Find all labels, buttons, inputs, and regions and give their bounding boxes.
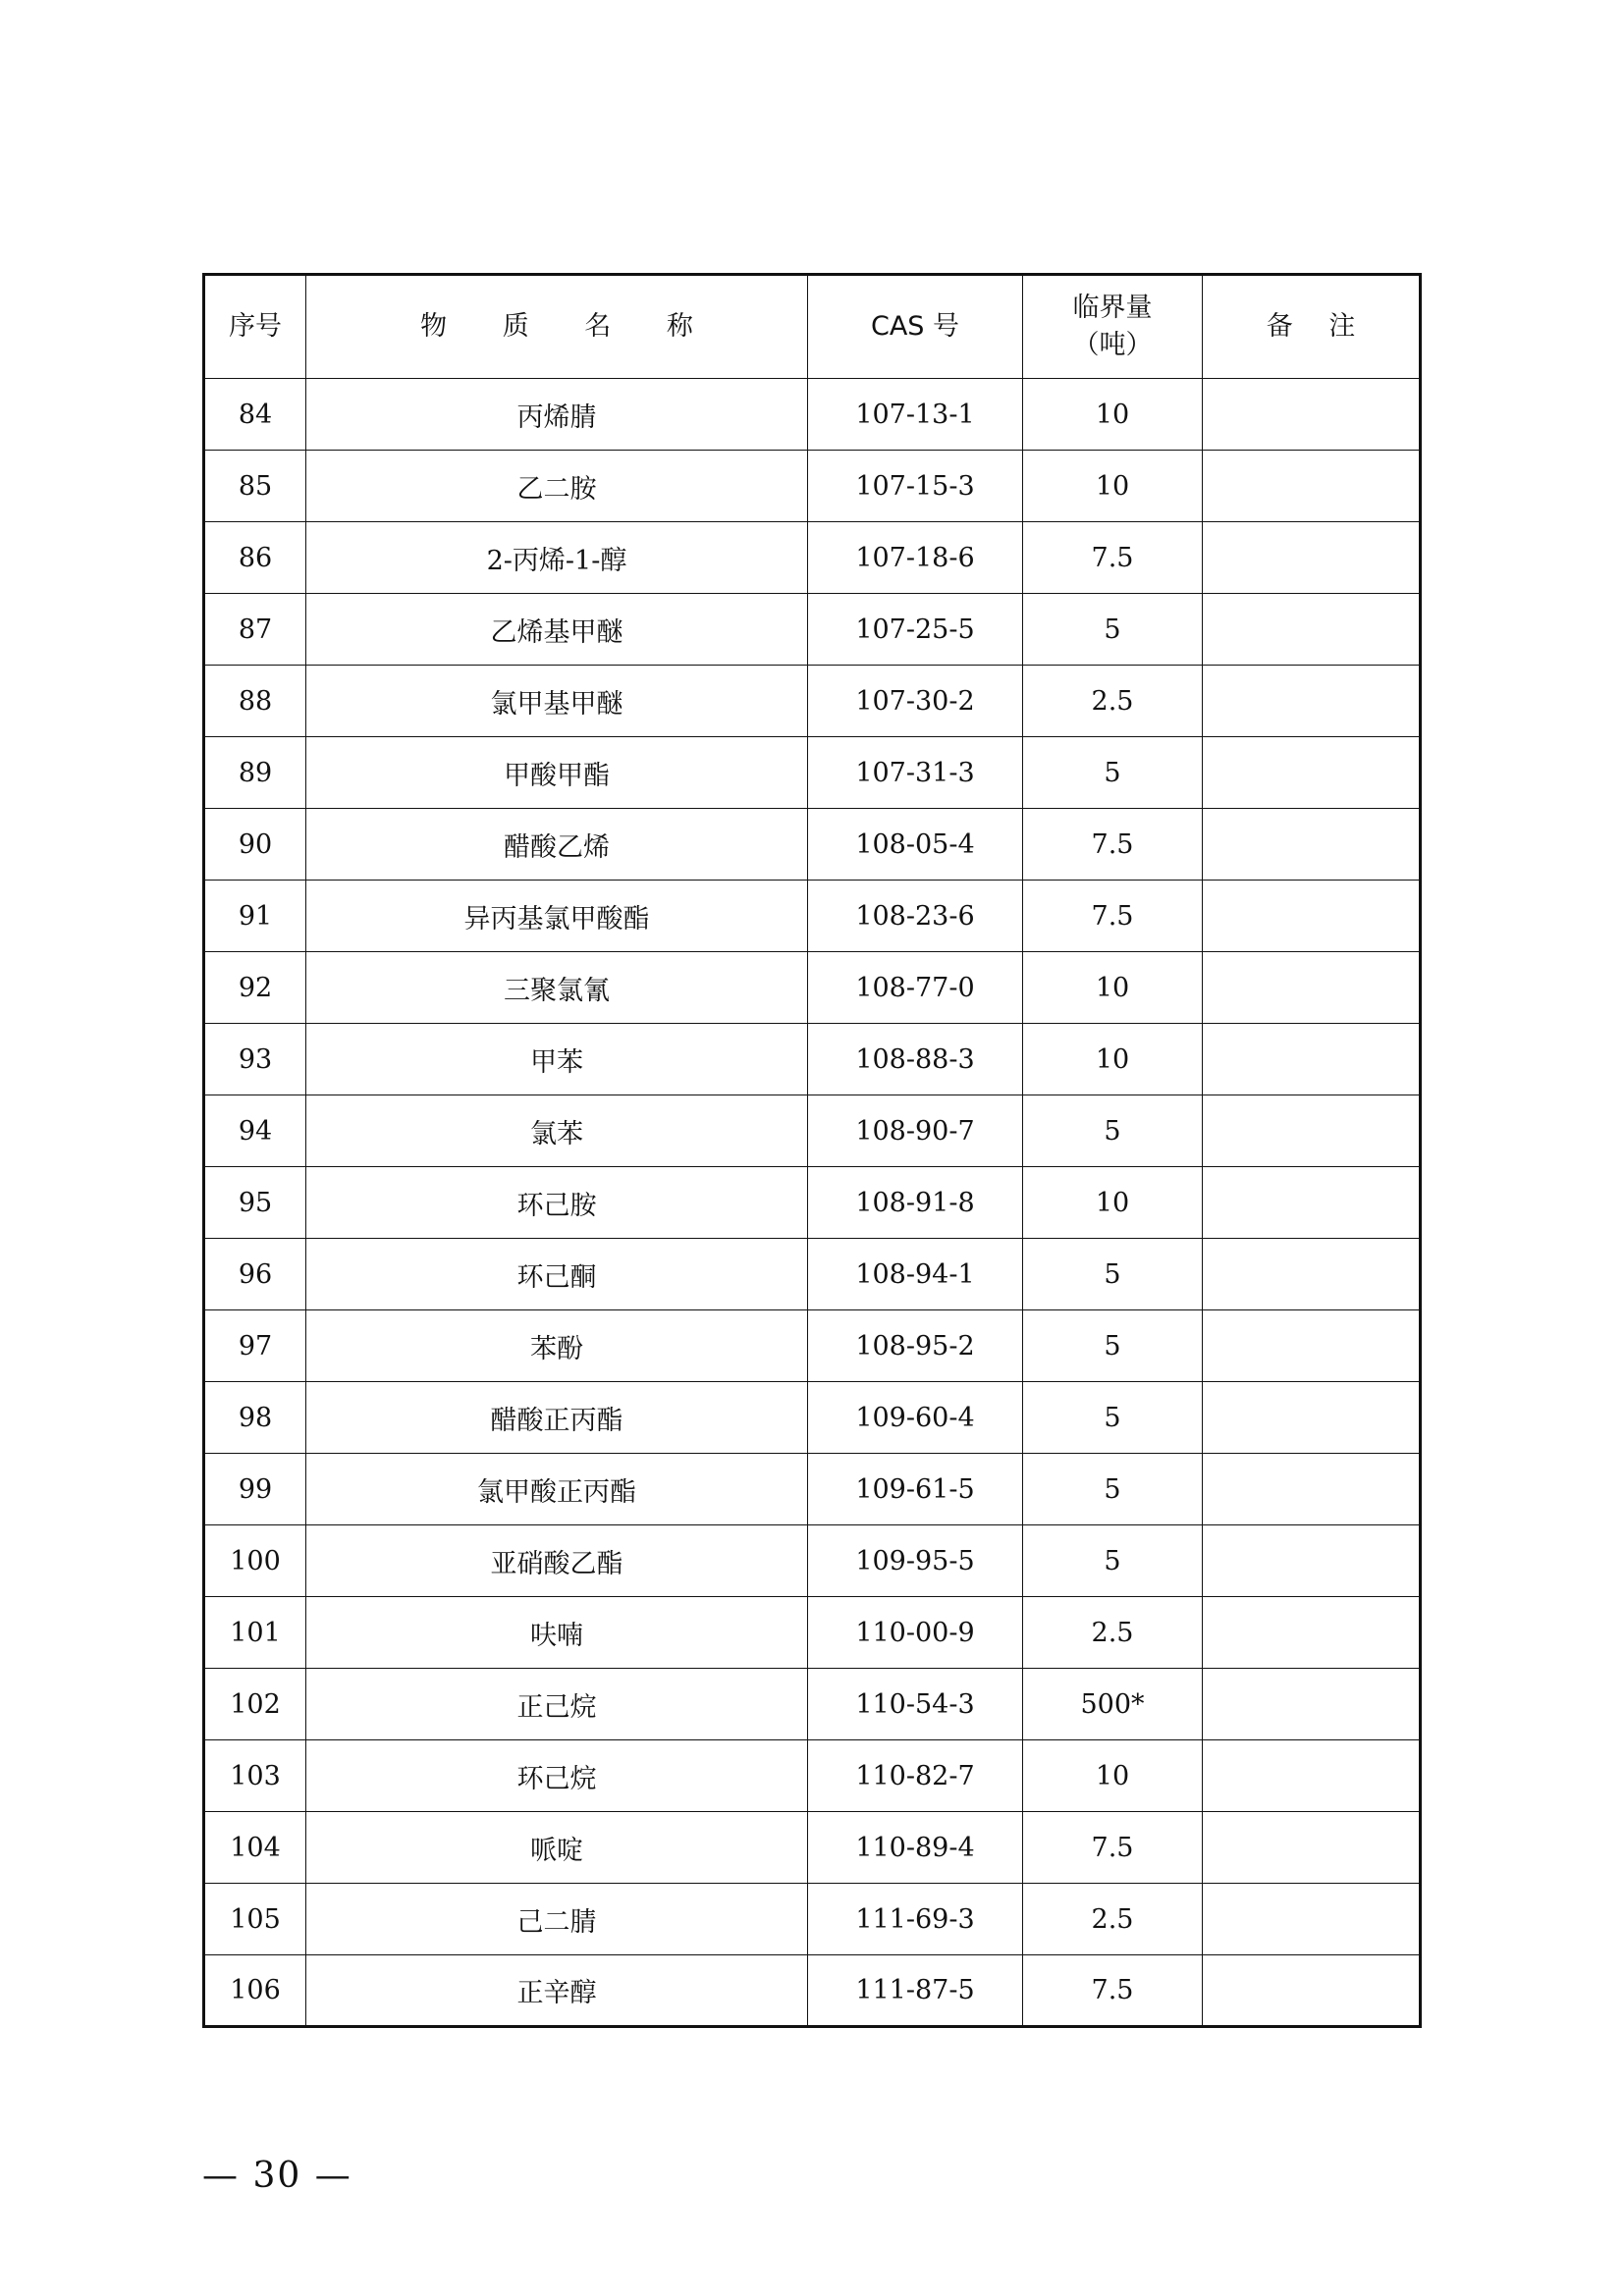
cell-cas-number: 107-18-6 bbox=[808, 522, 1023, 594]
cell-cas-number: 109-95-5 bbox=[808, 1525, 1023, 1597]
cell-substance-name: 甲酸甲酯 bbox=[306, 737, 808, 809]
table-row bbox=[204, 451, 1421, 522]
cell-no: 86 bbox=[204, 522, 306, 594]
cell-cas-number: 110-00-9 bbox=[808, 1597, 1023, 1669]
header-qty-unit: （吨） bbox=[1072, 330, 1153, 360]
cell-note bbox=[1203, 1167, 1421, 1239]
table-row bbox=[204, 1167, 1421, 1239]
cell-note bbox=[1203, 809, 1421, 881]
cell-threshold-quantity: 500* bbox=[1023, 1669, 1203, 1740]
cell-substance-name: 环己酮 bbox=[306, 1239, 808, 1310]
cell-no: 92 bbox=[204, 952, 306, 1024]
cell-cas-number: 107-31-3 bbox=[808, 737, 1023, 809]
substance-table bbox=[202, 273, 1422, 2028]
cell-substance-name: 氯甲酸正丙酯 bbox=[306, 1454, 808, 1525]
cell-note bbox=[1203, 594, 1421, 666]
cell-cas-number: 107-15-3 bbox=[808, 451, 1023, 522]
cell-no: 88 bbox=[204, 666, 306, 737]
header-threshold-quantity bbox=[1023, 275, 1203, 379]
cell-no: 98 bbox=[204, 1382, 306, 1454]
cell-cas-number: 111-69-3 bbox=[808, 1884, 1023, 1955]
cell-threshold-quantity: 2.5 bbox=[1023, 1597, 1203, 1669]
table-row bbox=[204, 881, 1421, 952]
cell-no: 84 bbox=[204, 379, 306, 451]
table-row bbox=[204, 1525, 1421, 1597]
cell-cas-number: 108-77-0 bbox=[808, 952, 1023, 1024]
table-row bbox=[204, 1454, 1421, 1525]
cell-no: 97 bbox=[204, 1310, 306, 1382]
cell-substance-name: 正己烷 bbox=[306, 1669, 808, 1740]
table-row bbox=[204, 809, 1421, 881]
cell-cas-number: 107-25-5 bbox=[808, 594, 1023, 666]
cell-note bbox=[1203, 1884, 1421, 1955]
table-row bbox=[204, 379, 1421, 451]
cell-note bbox=[1203, 666, 1421, 737]
header-note: 备 注 bbox=[1203, 275, 1421, 379]
cell-cas-number: 110-54-3 bbox=[808, 1669, 1023, 1740]
cell-substance-name: 氯甲基甲醚 bbox=[306, 666, 808, 737]
cell-note bbox=[1203, 1597, 1421, 1669]
cell-note bbox=[1203, 737, 1421, 809]
cell-substance-name: 环己胺 bbox=[306, 1167, 808, 1239]
cell-threshold-quantity: 5 bbox=[1023, 1382, 1203, 1454]
cell-threshold-quantity: 10 bbox=[1023, 1024, 1203, 1095]
cell-note bbox=[1203, 1454, 1421, 1525]
cell-threshold-quantity: 5 bbox=[1023, 1525, 1203, 1597]
cell-threshold-quantity: 5 bbox=[1023, 594, 1203, 666]
table-row bbox=[204, 737, 1421, 809]
table-row bbox=[204, 952, 1421, 1024]
cell-no: 87 bbox=[204, 594, 306, 666]
cell-substance-name: 醋酸正丙酯 bbox=[306, 1382, 808, 1454]
cell-substance-name: 氯苯 bbox=[306, 1095, 808, 1167]
cell-substance-name: 苯酚 bbox=[306, 1310, 808, 1382]
cell-cas-number: 111-87-5 bbox=[808, 1955, 1023, 2027]
cell-cas-number: 109-61-5 bbox=[808, 1454, 1023, 1525]
cell-substance-name: 2-丙烯-1-醇 bbox=[306, 522, 808, 594]
cell-substance-name: 环己烷 bbox=[306, 1740, 808, 1812]
cell-substance-name: 三聚氯氰 bbox=[306, 952, 808, 1024]
table-row bbox=[204, 594, 1421, 666]
cell-threshold-quantity: 5 bbox=[1023, 1095, 1203, 1167]
cell-no: 103 bbox=[204, 1740, 306, 1812]
cell-cas-number: 110-82-7 bbox=[808, 1740, 1023, 1812]
table-row bbox=[204, 1310, 1421, 1382]
cell-substance-name: 醋酸乙烯 bbox=[306, 809, 808, 881]
cell-note bbox=[1203, 1239, 1421, 1310]
cell-no: 104 bbox=[204, 1812, 306, 1884]
table-row bbox=[204, 1239, 1421, 1310]
cell-substance-name: 哌啶 bbox=[306, 1812, 808, 1884]
header-qty-label: 临界量 bbox=[1072, 293, 1153, 323]
cell-no: 85 bbox=[204, 451, 306, 522]
table-row bbox=[204, 1095, 1421, 1167]
cell-no: 106 bbox=[204, 1955, 306, 2027]
cell-no: 105 bbox=[204, 1884, 306, 1955]
cell-threshold-quantity: 7.5 bbox=[1023, 1812, 1203, 1884]
cell-threshold-quantity: 7.5 bbox=[1023, 522, 1203, 594]
cell-no: 90 bbox=[204, 809, 306, 881]
cell-no: 89 bbox=[204, 737, 306, 809]
cell-cas-number: 109-60-4 bbox=[808, 1382, 1023, 1454]
cell-substance-name: 甲苯 bbox=[306, 1024, 808, 1095]
cell-note bbox=[1203, 451, 1421, 522]
cell-cas-number: 107-13-1 bbox=[808, 379, 1023, 451]
table-row bbox=[204, 1024, 1421, 1095]
cell-note bbox=[1203, 1095, 1421, 1167]
cell-threshold-quantity: 10 bbox=[1023, 1167, 1203, 1239]
cell-cas-number: 108-23-6 bbox=[808, 881, 1023, 952]
cell-no: 101 bbox=[204, 1597, 306, 1669]
cell-note bbox=[1203, 1669, 1421, 1740]
cell-threshold-quantity: 10 bbox=[1023, 451, 1203, 522]
table-body bbox=[204, 379, 1421, 2027]
cell-threshold-quantity: 2.5 bbox=[1023, 1884, 1203, 1955]
cell-threshold-quantity: 2.5 bbox=[1023, 666, 1203, 737]
cell-no: 94 bbox=[204, 1095, 306, 1167]
cell-note bbox=[1203, 881, 1421, 952]
cell-cas-number: 108-88-3 bbox=[808, 1024, 1023, 1095]
cell-cas-number: 108-90-7 bbox=[808, 1095, 1023, 1167]
cell-substance-name: 正辛醇 bbox=[306, 1955, 808, 2027]
cell-substance-name: 乙二胺 bbox=[306, 451, 808, 522]
cell-no: 100 bbox=[204, 1525, 306, 1597]
cell-no: 99 bbox=[204, 1454, 306, 1525]
cell-cas-number: 108-91-8 bbox=[808, 1167, 1023, 1239]
cell-note bbox=[1203, 1525, 1421, 1597]
cell-cas-number: 110-89-4 bbox=[808, 1812, 1023, 1884]
cell-substance-name: 丙烯腈 bbox=[306, 379, 808, 451]
table-row bbox=[204, 1597, 1421, 1669]
cell-note bbox=[1203, 522, 1421, 594]
header-no: 序号 bbox=[204, 275, 306, 379]
cell-cas-number: 107-30-2 bbox=[808, 666, 1023, 737]
table-row bbox=[204, 1812, 1421, 1884]
page-number: — 30 — bbox=[202, 2156, 352, 2196]
cell-substance-name: 异丙基氯甲酸酯 bbox=[306, 881, 808, 952]
cell-threshold-quantity: 7.5 bbox=[1023, 881, 1203, 952]
header-name: 物 质 名 称 bbox=[306, 275, 808, 379]
cell-cas-number: 108-95-2 bbox=[808, 1310, 1023, 1382]
table-row bbox=[204, 1382, 1421, 1454]
cell-threshold-quantity: 10 bbox=[1023, 379, 1203, 451]
table-row bbox=[204, 522, 1421, 594]
cell-threshold-quantity: 5 bbox=[1023, 1239, 1203, 1310]
cell-threshold-quantity: 10 bbox=[1023, 952, 1203, 1024]
table-header bbox=[204, 275, 1421, 379]
cell-note bbox=[1203, 1812, 1421, 1884]
cell-no: 91 bbox=[204, 881, 306, 952]
cell-no: 95 bbox=[204, 1167, 306, 1239]
table-row bbox=[204, 1884, 1421, 1955]
cell-note bbox=[1203, 1382, 1421, 1454]
cell-note bbox=[1203, 1740, 1421, 1812]
cell-no: 93 bbox=[204, 1024, 306, 1095]
cell-threshold-quantity: 7.5 bbox=[1023, 809, 1203, 881]
table-row bbox=[204, 1669, 1421, 1740]
cell-cas-number: 108-94-1 bbox=[808, 1239, 1023, 1310]
cell-threshold-quantity: 5 bbox=[1023, 737, 1203, 809]
cell-substance-name: 亚硝酸乙酯 bbox=[306, 1525, 808, 1597]
cell-note bbox=[1203, 952, 1421, 1024]
header-cas: CAS 号 bbox=[808, 275, 1023, 379]
cell-note bbox=[1203, 1310, 1421, 1382]
header-row bbox=[204, 275, 1421, 379]
cell-note bbox=[1203, 1024, 1421, 1095]
cell-cas-number: 108-05-4 bbox=[808, 809, 1023, 881]
cell-threshold-quantity: 5 bbox=[1023, 1310, 1203, 1382]
cell-threshold-quantity: 5 bbox=[1023, 1454, 1203, 1525]
cell-threshold-quantity: 7.5 bbox=[1023, 1955, 1203, 2027]
cell-substance-name: 己二腈 bbox=[306, 1884, 808, 1955]
cell-note bbox=[1203, 379, 1421, 451]
table-row bbox=[204, 666, 1421, 737]
table-row bbox=[204, 1740, 1421, 1812]
cell-no: 102 bbox=[204, 1669, 306, 1740]
table-row bbox=[204, 1955, 1421, 2027]
cell-threshold-quantity: 10 bbox=[1023, 1740, 1203, 1812]
cell-substance-name: 呋喃 bbox=[306, 1597, 808, 1669]
cell-no: 96 bbox=[204, 1239, 306, 1310]
cell-note bbox=[1203, 1955, 1421, 2027]
cell-substance-name: 乙烯基甲醚 bbox=[306, 594, 808, 666]
